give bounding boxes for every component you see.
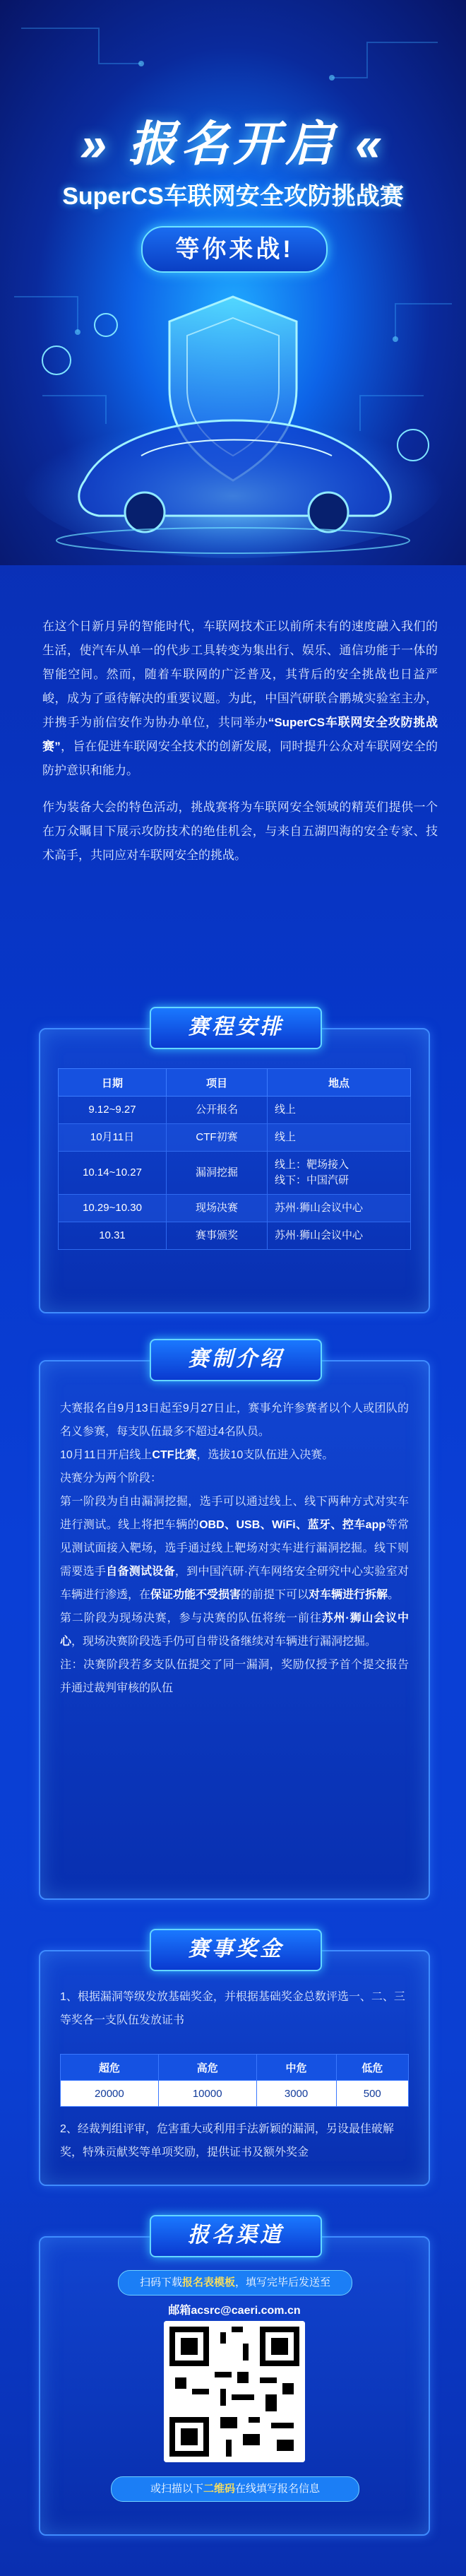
prize-critical: 20000 [61, 2081, 159, 2107]
reg-text-segment: 或扫描以下 [150, 2483, 203, 2495]
table-row [59, 1097, 411, 1124]
table-row [59, 1195, 411, 1222]
rules-line-4 [60, 1490, 409, 1607]
registration-title: 报名渠道 [150, 2215, 322, 2257]
prize-high: 10000 [158, 2081, 256, 2107]
equipment-highlight: 自备测试设备 [106, 1566, 175, 1578]
prize-low: 500 [336, 2081, 409, 2107]
hand-touch-icon [42, 346, 71, 374]
rules-text-segment: ，选拔10支队伍进入决赛。 [196, 1449, 334, 1461]
location-cell: 线上 [268, 1124, 411, 1152]
rules-title: 赛制介绍 [150, 1339, 322, 1381]
hero-banner [0, 0, 466, 565]
qr-highlight: 二维码 [203, 2483, 235, 2495]
rules-line-1: 大赛报名自9月13日起至9月27日止，赛事允许参赛者以个人或团队的名义参赛，每支队伍最多不超过4名队员。 [60, 1402, 409, 1438]
awards-value-row [61, 2081, 409, 2107]
template-highlight: 报名表模板 [181, 2276, 235, 2288]
rules-text-segment: 等常见测试面接入靶场，选手通过线上靶场对实车进行漏洞挖掘。线下则需要选手 [60, 1519, 409, 1578]
level-medium: 中危 [256, 2055, 336, 2081]
item-cell: 赛事颁奖 [167, 1222, 268, 1250]
rules-body [60, 1397, 409, 1700]
reg-text-segment: 在线填写报名信息 [235, 2483, 321, 2495]
awards-table [60, 2054, 409, 2107]
level-critical: 超危 [61, 2055, 159, 2081]
rules-text-segment: 第二阶段为现场决赛，参与决赛的队伍将统一前往 [60, 1612, 322, 1624]
rules-text-segment: 10月11日开启线上 [60, 1449, 153, 1461]
rules-line-3: 决赛分为两个阶段： [60, 1472, 162, 1484]
event-name-highlight: “SuperCS车联网安全攻防挑战赛” [42, 716, 438, 753]
intro-text-segment: 在这个日新月异的智能时代，车联网技术正以前所未有的速度融入我们的生活，使汽车从单一的代步工具转变为集出行、娱乐、通信功能于一体的智能空间。然而，随着车联网的广泛普及，其背后的安全挑战也日益严峻，成为了亟待解决的重要议题。为此，中国汽研联合鹏城实验室主办，并携手为前信安作为协办单位，共同举办 [42, 620, 438, 729]
rules-note: 注：决赛阶段若多支队伍提交了同一漏洞，奖励仅授予首个提交报告并通过裁判审核的队伍 [60, 1659, 409, 1694]
item-cell: CTF初赛 [167, 1124, 268, 1152]
level-low: 低危 [336, 2055, 409, 2081]
hero-title [0, 106, 466, 175]
item-cell: 现场决赛 [167, 1195, 268, 1222]
rules-text-segment: ，到中国汽研·汽车网络安全研究中心实验室对车辆进行渗透，在 [60, 1566, 409, 1601]
awards-panel [39, 1937, 430, 2186]
date-cell: 10.31 [59, 1222, 167, 1250]
intro-paragraph-1 [42, 615, 438, 783]
rules-text-segment: 。 [388, 1589, 400, 1601]
registration-email: 邮箱acsrc@caeri.com.cn [168, 2305, 301, 2317]
function-highlight: 保证功能不受损害 [150, 1589, 241, 1601]
prize-medium: 3000 [256, 2081, 336, 2107]
scan-qr-bar [111, 2476, 359, 2502]
awards-title: 赛事奖金 [150, 1929, 322, 1971]
awards-header-row [61, 2055, 409, 2081]
column-header-item: 项目 [167, 1069, 268, 1097]
schedule-panel [39, 1015, 430, 1313]
rules-line-2 [60, 1443, 409, 1467]
column-header-location: 地点 [268, 1069, 411, 1097]
level-high: 高危 [158, 2055, 256, 2081]
intro-text-segment: ，旨在促进车联网安全技术的创新发展，同时提升公众对车联网安全的防护意识和能力。 [42, 740, 438, 777]
schedule-table [58, 1068, 411, 1250]
registration-panel [39, 2223, 430, 2536]
chevron-right-icon: » [80, 117, 112, 171]
interfaces-highlight: OBD、USB、WiFi、蓝牙、控车app [199, 1519, 386, 1531]
reg-text-segment: 扫码下载 [139, 2276, 182, 2288]
item-cell: 漏洞挖掘 [167, 1152, 268, 1195]
rules-text-segment: ，现场决赛阶段选手仍可自带设备继续对车辆进行漏洞挖掘。 [71, 1636, 377, 1648]
download-template-bar [118, 2270, 352, 2296]
rules-line-5 [60, 1607, 409, 1653]
car-shield-illustration [0, 268, 466, 565]
qr-code-template[interactable] [164, 2321, 305, 2462]
table-row [59, 1152, 411, 1195]
hero-title-text: 报名开启 [128, 117, 337, 171]
awards-text-1: 1、根据漏洞等级发放基础奖金，并根据基础奖金总数评选一、二、三等奖各一支队伍发放证书 [60, 1991, 405, 2026]
rules-text-segment: 第一阶段为自由漏洞挖掘，选手可以通过线上、线下两种方式对实车进行测试。线上将把车辆的 [60, 1496, 409, 1531]
disassemble-highlight: 对车辆进行拆解 [309, 1589, 388, 1601]
intro-paragraph-2: 作为装备大会的特色活动，挑战赛将为车联网安全领域的精英们提供一个在万众瞩目下展示攻防技术的绝佳机会，与来自五湖四海的安全专家、技术高手，共同应对车联网安全的挑战。 [42, 800, 438, 862]
schedule-title: 赛程安排 [150, 1007, 322, 1049]
table-header-row [59, 1069, 411, 1097]
table-row [59, 1222, 411, 1250]
rules-text-segment: 的前提下可以 [241, 1589, 309, 1601]
location-cell: 线上 [268, 1097, 411, 1124]
item-cell: 公开报名 [167, 1097, 268, 1124]
hero-cta-pill: 等你来战! [141, 226, 328, 273]
column-header-date: 日期 [59, 1069, 167, 1097]
table-row [59, 1124, 411, 1152]
ctf-highlight: CTF比赛 [152, 1449, 197, 1461]
lock-icon [95, 314, 117, 336]
venue-highlight: 苏州·狮山会议中心 [60, 1612, 409, 1648]
location-cell: 苏州·狮山会议中心 [268, 1222, 411, 1250]
location-cell: 苏州·狮山会议中心 [268, 1195, 411, 1222]
date-cell: 10月11日 [59, 1124, 167, 1152]
location-cell: 线上：靶场接入 线下：中国汽研 [268, 1152, 411, 1195]
date-cell: 10.29~10.30 [59, 1195, 167, 1222]
reg-text-segment: ，填写完毕后发送至 [235, 2276, 331, 2288]
date-cell: 9.12~9.27 [59, 1097, 167, 1124]
awards-text-2: 2、经裁判组评审，危害重大或利用手法新颖的漏洞，另设最佳破解奖，特殊贡献奖等单项奖励，提供证书及额外奖金 [60, 2123, 394, 2158]
hero-subtitle: SuperCS车联网安全攻防挑战赛 [62, 183, 404, 210]
intro-text [42, 615, 438, 880]
rules-panel [39, 1347, 430, 1900]
date-cell: 10.14~10.27 [59, 1152, 167, 1195]
chevron-left-icon: « [354, 117, 386, 171]
